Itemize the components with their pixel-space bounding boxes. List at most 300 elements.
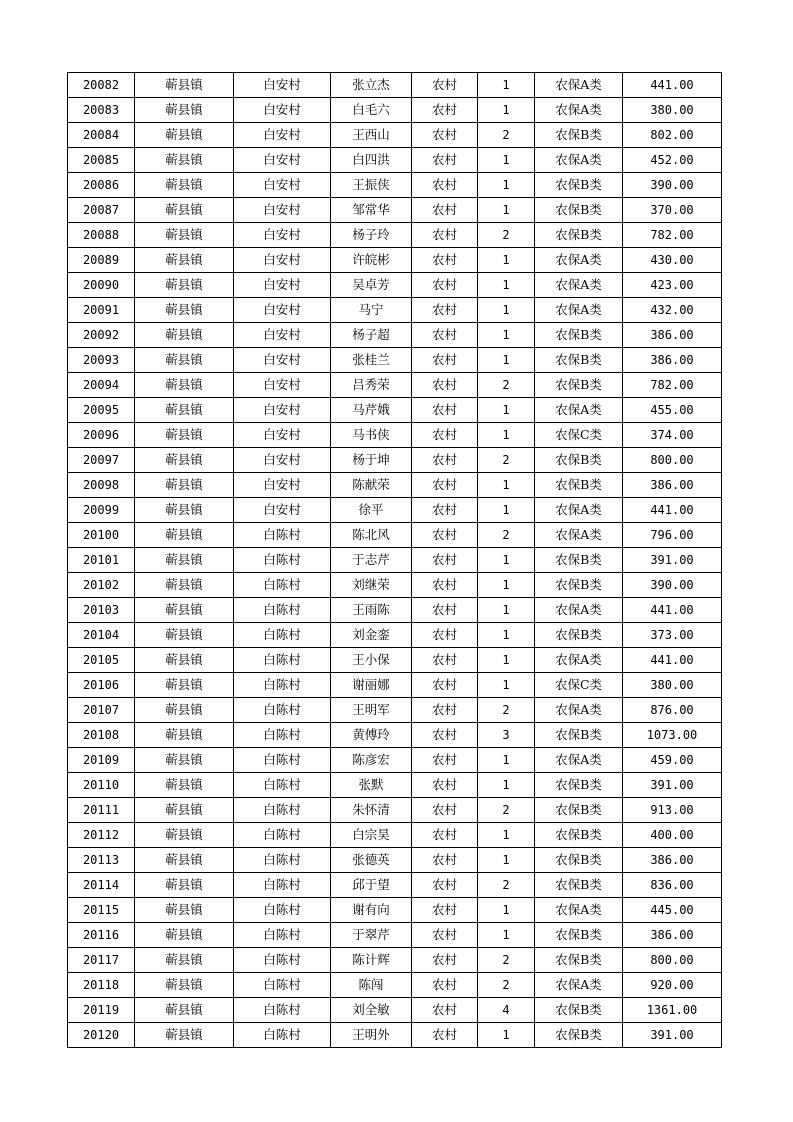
village-cell: 白陈村 [234, 648, 331, 673]
name-cell: 张桂兰 [331, 348, 412, 373]
household-count-cell: 1 [478, 348, 535, 373]
amount-cell: 920.00 [623, 973, 722, 998]
record-id-cell: 20114 [68, 873, 135, 898]
insurance-class-cell: 农保C类 [535, 423, 623, 448]
name-cell: 邱于望 [331, 873, 412, 898]
village-cell: 白陈村 [234, 573, 331, 598]
household-count-cell: 1 [478, 248, 535, 273]
town-cell: 蕲县镇 [135, 598, 234, 623]
amount-cell: 459.00 [623, 748, 722, 773]
area-type-cell: 农村 [412, 323, 478, 348]
record-id-cell: 20096 [68, 423, 135, 448]
household-count-cell: 1 [478, 148, 535, 173]
area-type-cell: 农村 [412, 373, 478, 398]
name-cell: 张德英 [331, 848, 412, 873]
record-id-cell: 20094 [68, 373, 135, 398]
amount-cell: 441.00 [623, 498, 722, 523]
town-cell: 蕲县镇 [135, 373, 234, 398]
name-cell: 王明军 [331, 698, 412, 723]
area-type-cell: 农村 [412, 248, 478, 273]
amount-cell: 400.00 [623, 823, 722, 848]
village-cell: 白安村 [234, 198, 331, 223]
name-cell: 黄傅玲 [331, 723, 412, 748]
area-type-cell: 农村 [412, 648, 478, 673]
town-cell: 蕲县镇 [135, 573, 234, 598]
insurance-class-cell: 农保B类 [535, 198, 623, 223]
amount-cell: 430.00 [623, 248, 722, 273]
table-row [68, 973, 722, 998]
table-row [68, 498, 722, 523]
amount-cell: 445.00 [623, 898, 722, 923]
record-id-cell: 20115 [68, 898, 135, 923]
village-cell: 白陈村 [234, 748, 331, 773]
table-row [68, 348, 722, 373]
household-count-cell: 2 [478, 948, 535, 973]
amount-cell: 386.00 [623, 923, 722, 948]
name-cell: 于志芹 [331, 548, 412, 573]
insurance-class-cell: 农保B类 [535, 573, 623, 598]
household-count-cell: 1 [478, 898, 535, 923]
village-cell: 白安村 [234, 273, 331, 298]
record-id-cell: 20102 [68, 573, 135, 598]
town-cell: 蕲县镇 [135, 623, 234, 648]
insurance-class-cell: 农保A类 [535, 248, 623, 273]
insurance-class-cell: 农保A类 [535, 398, 623, 423]
record-id-cell: 20090 [68, 273, 135, 298]
table-row [68, 73, 722, 98]
village-cell: 白安村 [234, 323, 331, 348]
area-type-cell: 农村 [412, 573, 478, 598]
name-cell: 刘金銮 [331, 623, 412, 648]
insurance-class-cell: 农保B类 [535, 773, 623, 798]
village-cell: 白安村 [234, 473, 331, 498]
table-row [68, 148, 722, 173]
table-row [68, 773, 722, 798]
area-type-cell: 农村 [412, 223, 478, 248]
insurance-class-cell: 农保B类 [535, 923, 623, 948]
household-count-cell: 1 [478, 98, 535, 123]
insurance-class-cell: 农保B类 [535, 998, 623, 1023]
records-table-body [68, 73, 722, 1048]
insurance-class-cell: 农保A类 [535, 648, 623, 673]
table-row [68, 473, 722, 498]
town-cell: 蕲县镇 [135, 473, 234, 498]
amount-cell: 432.00 [623, 298, 722, 323]
amount-cell: 390.00 [623, 573, 722, 598]
name-cell: 白四洪 [331, 148, 412, 173]
household-count-cell: 1 [478, 773, 535, 798]
village-cell: 白陈村 [234, 773, 331, 798]
insurance-class-cell: 农保A类 [535, 498, 623, 523]
area-type-cell: 农村 [412, 98, 478, 123]
town-cell: 蕲县镇 [135, 773, 234, 798]
table-row [68, 123, 722, 148]
table-row [68, 598, 722, 623]
name-cell: 王振侠 [331, 173, 412, 198]
record-id-cell: 20087 [68, 198, 135, 223]
village-cell: 白陈村 [234, 823, 331, 848]
household-count-cell: 1 [478, 623, 535, 648]
town-cell: 蕲县镇 [135, 273, 234, 298]
village-cell: 白陈村 [234, 548, 331, 573]
town-cell: 蕲县镇 [135, 148, 234, 173]
household-count-cell: 2 [478, 223, 535, 248]
area-type-cell: 农村 [412, 273, 478, 298]
amount-cell: 800.00 [623, 948, 722, 973]
insurance-class-cell: 农保B类 [535, 323, 623, 348]
table-row [68, 1023, 722, 1048]
village-cell: 白安村 [234, 373, 331, 398]
amount-cell: 391.00 [623, 548, 722, 573]
table-row [68, 898, 722, 923]
village-cell: 白安村 [234, 448, 331, 473]
household-count-cell: 1 [478, 498, 535, 523]
insurance-class-cell: 农保C类 [535, 673, 623, 698]
record-id-cell: 20086 [68, 173, 135, 198]
table-row [68, 623, 722, 648]
record-id-cell: 20119 [68, 998, 135, 1023]
insurance-class-cell: 农保A类 [535, 898, 623, 923]
area-type-cell: 农村 [412, 298, 478, 323]
area-type-cell: 农村 [412, 123, 478, 148]
town-cell: 蕲县镇 [135, 848, 234, 873]
household-count-cell: 3 [478, 723, 535, 748]
town-cell: 蕲县镇 [135, 948, 234, 973]
table-row [68, 198, 722, 223]
town-cell: 蕲县镇 [135, 448, 234, 473]
village-cell: 白陈村 [234, 1023, 331, 1048]
table-row [68, 398, 722, 423]
amount-cell: 802.00 [623, 123, 722, 148]
town-cell: 蕲县镇 [135, 798, 234, 823]
area-type-cell: 农村 [412, 698, 478, 723]
name-cell: 王西山 [331, 123, 412, 148]
village-cell: 白安村 [234, 73, 331, 98]
town-cell: 蕲县镇 [135, 498, 234, 523]
town-cell: 蕲县镇 [135, 548, 234, 573]
table-row [68, 748, 722, 773]
area-type-cell: 农村 [412, 1023, 478, 1048]
name-cell: 白毛六 [331, 98, 412, 123]
area-type-cell: 农村 [412, 448, 478, 473]
insurance-class-cell: 农保B类 [535, 723, 623, 748]
village-cell: 白安村 [234, 123, 331, 148]
household-count-cell: 1 [478, 598, 535, 623]
name-cell: 陈北风 [331, 523, 412, 548]
amount-cell: 374.00 [623, 423, 722, 448]
record-id-cell: 20117 [68, 948, 135, 973]
area-type-cell: 农村 [412, 523, 478, 548]
record-id-cell: 20101 [68, 548, 135, 573]
name-cell: 吴卓芳 [331, 273, 412, 298]
record-id-cell: 20093 [68, 348, 135, 373]
area-type-cell: 农村 [412, 848, 478, 873]
table-row [68, 848, 722, 873]
table-row [68, 798, 722, 823]
household-count-cell: 2 [478, 973, 535, 998]
household-count-cell: 1 [478, 298, 535, 323]
village-cell: 白陈村 [234, 673, 331, 698]
village-cell: 白陈村 [234, 948, 331, 973]
record-id-cell: 20099 [68, 498, 135, 523]
table-row [68, 298, 722, 323]
record-id-cell: 20107 [68, 698, 135, 723]
amount-cell: 441.00 [623, 598, 722, 623]
amount-cell: 391.00 [623, 773, 722, 798]
name-cell: 陈献荣 [331, 473, 412, 498]
name-cell: 王明外 [331, 1023, 412, 1048]
insurance-class-cell: 农保B类 [535, 123, 623, 148]
household-count-cell: 4 [478, 998, 535, 1023]
area-type-cell: 农村 [412, 998, 478, 1023]
name-cell: 马宁 [331, 298, 412, 323]
area-type-cell: 农村 [412, 823, 478, 848]
table-row [68, 248, 722, 273]
table-row [68, 948, 722, 973]
amount-cell: 782.00 [623, 373, 722, 398]
record-id-cell: 20118 [68, 973, 135, 998]
area-type-cell: 农村 [412, 473, 478, 498]
name-cell: 张立杰 [331, 73, 412, 98]
village-cell: 白陈村 [234, 598, 331, 623]
town-cell: 蕲县镇 [135, 1023, 234, 1048]
area-type-cell: 农村 [412, 548, 478, 573]
table-row [68, 98, 722, 123]
name-cell: 刘继荣 [331, 573, 412, 598]
amount-cell: 913.00 [623, 798, 722, 823]
record-id-cell: 20108 [68, 723, 135, 748]
area-type-cell: 农村 [412, 773, 478, 798]
household-count-cell: 1 [478, 648, 535, 673]
town-cell: 蕲县镇 [135, 998, 234, 1023]
name-cell: 刘全敏 [331, 998, 412, 1023]
record-id-cell: 20104 [68, 623, 135, 648]
record-id-cell: 20113 [68, 848, 135, 873]
town-cell: 蕲县镇 [135, 123, 234, 148]
insurance-class-cell: 农保A类 [535, 73, 623, 98]
name-cell: 杨于坤 [331, 448, 412, 473]
household-count-cell: 1 [478, 273, 535, 298]
insurance-class-cell: 农保B类 [535, 623, 623, 648]
insurance-class-cell: 农保B类 [535, 223, 623, 248]
record-id-cell: 20116 [68, 923, 135, 948]
record-id-cell: 20091 [68, 298, 135, 323]
village-cell: 白安村 [234, 173, 331, 198]
town-cell: 蕲县镇 [135, 323, 234, 348]
village-cell: 白陈村 [234, 623, 331, 648]
table-row [68, 573, 722, 598]
name-cell: 邹常华 [331, 198, 412, 223]
table-row [68, 323, 722, 348]
table-row [68, 698, 722, 723]
household-count-cell: 2 [478, 448, 535, 473]
amount-cell: 452.00 [623, 148, 722, 173]
area-type-cell: 农村 [412, 798, 478, 823]
amount-cell: 796.00 [623, 523, 722, 548]
town-cell: 蕲县镇 [135, 648, 234, 673]
area-type-cell: 农村 [412, 73, 478, 98]
household-count-cell: 1 [478, 173, 535, 198]
insurance-class-cell: 农保B类 [535, 823, 623, 848]
area-type-cell: 农村 [412, 148, 478, 173]
name-cell: 朱怀清 [331, 798, 412, 823]
amount-cell: 391.00 [623, 1023, 722, 1048]
table-row [68, 373, 722, 398]
name-cell: 张默 [331, 773, 412, 798]
name-cell: 徐平 [331, 498, 412, 523]
table-row [68, 673, 722, 698]
name-cell: 杨子玲 [331, 223, 412, 248]
record-id-cell: 20110 [68, 773, 135, 798]
town-cell: 蕲县镇 [135, 98, 234, 123]
insurance-class-cell: 农保B类 [535, 473, 623, 498]
town-cell: 蕲县镇 [135, 923, 234, 948]
amount-cell: 380.00 [623, 98, 722, 123]
household-count-cell: 2 [478, 698, 535, 723]
record-id-cell: 20105 [68, 648, 135, 673]
name-cell: 于翠芹 [331, 923, 412, 948]
amount-cell: 423.00 [623, 273, 722, 298]
village-cell: 白陈村 [234, 973, 331, 998]
town-cell: 蕲县镇 [135, 873, 234, 898]
area-type-cell: 农村 [412, 948, 478, 973]
village-cell: 白陈村 [234, 723, 331, 748]
name-cell: 马书侠 [331, 423, 412, 448]
insurance-class-cell: 农保A类 [535, 698, 623, 723]
name-cell: 陈彦宏 [331, 748, 412, 773]
insurance-class-cell: 农保B类 [535, 948, 623, 973]
household-count-cell: 2 [478, 873, 535, 898]
household-count-cell: 1 [478, 473, 535, 498]
table-row [68, 648, 722, 673]
amount-cell: 386.00 [623, 348, 722, 373]
record-id-cell: 20103 [68, 598, 135, 623]
village-cell: 白安村 [234, 498, 331, 523]
table-row [68, 448, 722, 473]
insurance-class-cell: 农保B类 [535, 1023, 623, 1048]
town-cell: 蕲县镇 [135, 73, 234, 98]
town-cell: 蕲县镇 [135, 523, 234, 548]
village-cell: 白陈村 [234, 998, 331, 1023]
area-type-cell: 农村 [412, 723, 478, 748]
village-cell: 白陈村 [234, 848, 331, 873]
household-count-cell: 1 [478, 198, 535, 223]
town-cell: 蕲县镇 [135, 348, 234, 373]
amount-cell: 800.00 [623, 448, 722, 473]
village-cell: 白安村 [234, 423, 331, 448]
household-count-cell: 1 [478, 748, 535, 773]
record-id-cell: 20088 [68, 223, 135, 248]
insurance-class-cell: 农保A类 [535, 523, 623, 548]
household-count-cell: 1 [478, 73, 535, 98]
village-cell: 白陈村 [234, 523, 331, 548]
insurance-class-cell: 农保B类 [535, 373, 623, 398]
area-type-cell: 农村 [412, 673, 478, 698]
household-count-cell: 1 [478, 323, 535, 348]
village-cell: 白陈村 [234, 923, 331, 948]
amount-cell: 386.00 [623, 848, 722, 873]
village-cell: 白安村 [234, 98, 331, 123]
household-count-cell: 1 [478, 923, 535, 948]
village-cell: 白陈村 [234, 698, 331, 723]
table-row [68, 873, 722, 898]
insurance-class-cell: 农保B类 [535, 548, 623, 573]
town-cell: 蕲县镇 [135, 748, 234, 773]
area-type-cell: 农村 [412, 748, 478, 773]
area-type-cell: 农村 [412, 923, 478, 948]
name-cell: 许皖彬 [331, 248, 412, 273]
household-count-cell: 1 [478, 548, 535, 573]
record-id-cell: 20109 [68, 748, 135, 773]
name-cell: 王小保 [331, 648, 412, 673]
area-type-cell: 农村 [412, 198, 478, 223]
village-cell: 白陈村 [234, 873, 331, 898]
table-row [68, 423, 722, 448]
record-id-cell: 20084 [68, 123, 135, 148]
insurance-class-cell: 农保B类 [535, 848, 623, 873]
household-count-cell: 1 [478, 673, 535, 698]
amount-cell: 836.00 [623, 873, 722, 898]
town-cell: 蕲县镇 [135, 673, 234, 698]
insurance-class-cell: 农保B类 [535, 448, 623, 473]
amount-cell: 380.00 [623, 673, 722, 698]
village-cell: 白陈村 [234, 798, 331, 823]
amount-cell: 876.00 [623, 698, 722, 723]
amount-cell: 373.00 [623, 623, 722, 648]
village-cell: 白安村 [234, 148, 331, 173]
amount-cell: 370.00 [623, 198, 722, 223]
village-cell: 白安村 [234, 348, 331, 373]
household-count-cell: 2 [478, 123, 535, 148]
record-id-cell: 20106 [68, 673, 135, 698]
household-count-cell: 2 [478, 523, 535, 548]
name-cell: 杨子超 [331, 323, 412, 348]
table-row [68, 998, 722, 1023]
area-type-cell: 农村 [412, 973, 478, 998]
record-id-cell: 20112 [68, 823, 135, 848]
insurance-class-cell: 农保A类 [535, 98, 623, 123]
area-type-cell: 农村 [412, 173, 478, 198]
table-row [68, 523, 722, 548]
record-id-cell: 20083 [68, 98, 135, 123]
household-count-cell: 1 [478, 848, 535, 873]
area-type-cell: 农村 [412, 348, 478, 373]
name-cell: 吕秀荣 [331, 373, 412, 398]
name-cell: 陈计辉 [331, 948, 412, 973]
town-cell: 蕲县镇 [135, 723, 234, 748]
household-count-cell: 1 [478, 573, 535, 598]
table-row [68, 923, 722, 948]
town-cell: 蕲县镇 [135, 173, 234, 198]
village-cell: 白安村 [234, 398, 331, 423]
household-count-cell: 1 [478, 823, 535, 848]
name-cell: 陈闯 [331, 973, 412, 998]
insurance-class-cell: 农保B类 [535, 798, 623, 823]
area-type-cell: 农村 [412, 498, 478, 523]
insurance-class-cell: 农保A类 [535, 973, 623, 998]
town-cell: 蕲县镇 [135, 223, 234, 248]
insurance-class-cell: 农保A类 [535, 298, 623, 323]
record-id-cell: 20089 [68, 248, 135, 273]
town-cell: 蕲县镇 [135, 198, 234, 223]
amount-cell: 782.00 [623, 223, 722, 248]
record-id-cell: 20095 [68, 398, 135, 423]
area-type-cell: 农村 [412, 423, 478, 448]
village-cell: 白安村 [234, 223, 331, 248]
amount-cell: 441.00 [623, 648, 722, 673]
record-id-cell: 20092 [68, 323, 135, 348]
household-count-cell: 1 [478, 398, 535, 423]
